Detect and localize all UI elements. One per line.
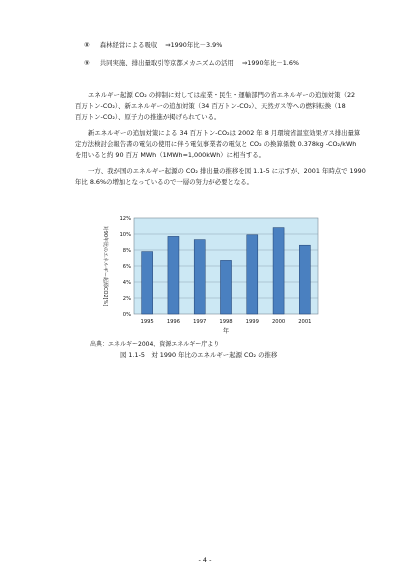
paragraph-line: エネルギー起源 CO₂ の抑制に対しては産業・民生・運輸部門の省エネルギーの追加対策（22 [88,91,356,99]
x-tick-label: 1996 [166,319,181,325]
list-text: 森林経営による吸収 [99,41,158,49]
paragraph-line: 年比 8.6%の増加となっているので一層の努力が必要となる。 [75,178,254,186]
x-tick-label: 2000 [271,319,286,325]
paragraph-line: 百万トン-CO₂）、原子力の推進が掲げられている。 [75,113,221,121]
page-number: - 4 - [198,556,212,564]
bar [194,240,205,314]
y-tick-label: 8% [122,248,131,254]
paragraph-line: 定方法検討会報告書の電気の使用に伴う電気事業者の電気と CO₂ の換算係数 0.378kg -CO₂/kWh [75,140,357,148]
x-tick-label: 2001 [298,319,312,325]
x-axis-label: 年 [222,328,230,335]
bar [273,228,284,314]
figure-caption: 図 1.1-5 対 1990 年比のエネルギー起源 CO₂ の推移 [120,351,278,359]
bar [247,235,258,314]
list-value: ⇒1990年比－3.9% [165,41,223,49]
x-tick-label: 1995 [140,319,154,325]
y-tick-label: 2% [122,296,131,302]
list-item [84,59,299,67]
chart-svg [98,208,324,338]
bar [220,260,231,314]
bar [299,245,310,314]
y-tick-label: 0% [122,312,131,318]
list-text: 共同実施、排出量取引等京都メカニズムの活用 [99,59,234,67]
paragraph-line: 百万トン-CO₂）、新エネルギーの追加対策（34 百万トン-CO₂）、天然ガス等への燃料転換（18 [75,102,346,110]
x-tick-label: 1997 [193,319,207,325]
list-marker: ⑧ [84,41,90,49]
source-note: 出典：エネルギー2004、資源エネルギー庁より [90,341,220,348]
paragraph-line: を用いると約 90 百万 MWh（1MWh=1,000kWh）に相当する。 [75,151,266,159]
y-tick-label: 10% [119,232,131,238]
y-axis-label: 対90年比のエネルギー起源CO2[%] [102,225,108,307]
y-tick-label: 4% [122,280,131,286]
bar [168,236,179,314]
x-tick-label: 1998 [219,319,233,325]
x-tick-label: 1999 [245,319,259,325]
list-item [84,41,222,49]
paragraph-line: 新エネルギーの追加対策による 34 百万トン-CO₂は 2002 年 8 月環境省温室効果ガス排出量算 [88,129,361,137]
list-marker: ⑨ [84,59,90,67]
paragraph-line: 一方、我が国のエネルギー起源の CO₂ 排出量の推移を図 1.1-5 に示すが、2001 年時点で 1990 [88,167,366,175]
y-tick-label: 12% [119,216,131,222]
bar [142,252,153,314]
list-value: ⇒1990年比－1.6% [241,59,299,67]
co2-bar-chart [98,208,324,338]
y-tick-label: 6% [122,264,131,270]
